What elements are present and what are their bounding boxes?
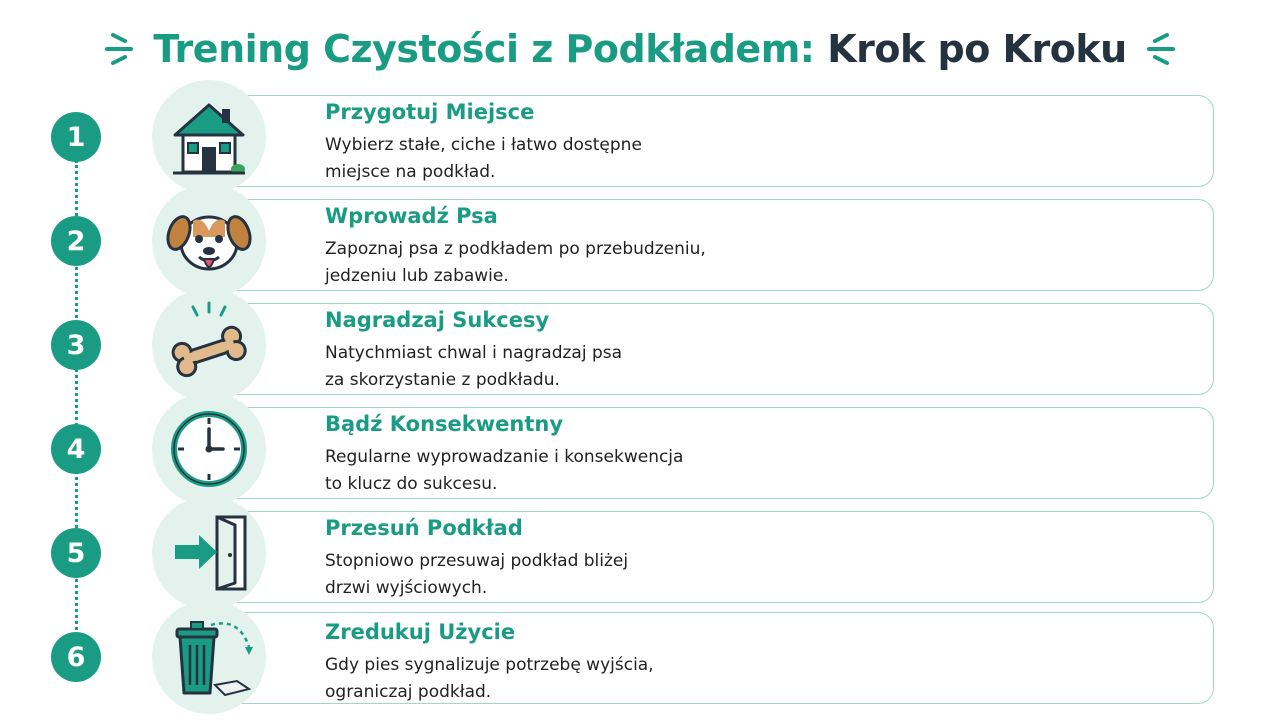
step-description-line-2: to klucz do sukcesu. [325, 474, 498, 494]
step-2 [0, 194, 1280, 294]
step-description-line-2: jedzeniu lub zabawie. [325, 266, 509, 286]
header [0, 14, 1280, 84]
icon-circle [152, 288, 266, 402]
step-title: Zredukuj Użycie [325, 620, 516, 644]
step-description [325, 340, 785, 394]
icon-circle [152, 600, 266, 714]
step-description-line-2: drzwi wyjściowych. [325, 578, 488, 598]
step-description-line-1: Natychmiast chwal i nagradzaj psa [325, 343, 623, 363]
bone-icon [159, 295, 259, 395]
step-title: Przygotuj Miejsce [325, 100, 535, 124]
step-title: Przesuń Podkład [325, 516, 523, 540]
step-description-line-2: ograniczaj podkład. [325, 682, 492, 702]
sparkle-left-icon [101, 29, 135, 69]
step-number-badge: 3 [51, 320, 101, 370]
step-3 [0, 298, 1280, 398]
step-4 [0, 402, 1280, 502]
step-description-line-2: miejsce na podkład. [325, 162, 496, 182]
step-title: Nagradzaj Sukcesy [325, 308, 550, 332]
step-description [325, 652, 785, 706]
step-description [325, 236, 785, 290]
title-part-1: Trening Czystości z Podkładem: [153, 27, 815, 71]
step-number-badge: 5 [51, 528, 101, 578]
icon-circle [152, 80, 266, 194]
step-number-badge: 1 [51, 112, 101, 162]
icon-circle [152, 496, 266, 610]
sparkle-right-icon [1145, 29, 1179, 69]
clock-icon [159, 399, 259, 499]
step-5 [0, 506, 1280, 606]
dog-icon [159, 191, 259, 291]
step-description [325, 548, 785, 602]
step-title: Wprowadź Psa [325, 204, 498, 228]
trash-bin-icon [159, 607, 259, 707]
step-description-line-1: Wybierz stałe, ciche i łatwo dostępne [325, 135, 642, 155]
house-icon [159, 87, 259, 187]
icon-circle [152, 184, 266, 298]
door-arrow-icon [159, 503, 259, 603]
step-description-line-1: Regularne wyprowadzanie i konsekwencja [325, 447, 684, 467]
step-description [325, 132, 785, 186]
step-description-line-1: Stopniowo przesuwaj podkład bliżej [325, 551, 629, 571]
step-number-badge: 4 [51, 424, 101, 474]
icon-circle [152, 392, 266, 506]
title-part-2: Krok po Kroku [827, 27, 1127, 71]
step-description-line-2: za skorzystanie z podkładu. [325, 370, 560, 390]
step-number-badge: 6 [51, 632, 101, 682]
step-number-badge: 2 [51, 216, 101, 266]
step-description-line-1: Zapoznaj psa z podkładem po przebudzeniu, [325, 239, 706, 259]
step-1 [0, 90, 1280, 190]
step-description-line-1: Gdy pies sygnalizuje potrzebę wyjścia, [325, 655, 654, 675]
page-title [153, 27, 1126, 71]
step-title: Bądź Konsekwentny [325, 412, 564, 436]
step-6 [0, 610, 1280, 710]
step-description [325, 444, 785, 498]
